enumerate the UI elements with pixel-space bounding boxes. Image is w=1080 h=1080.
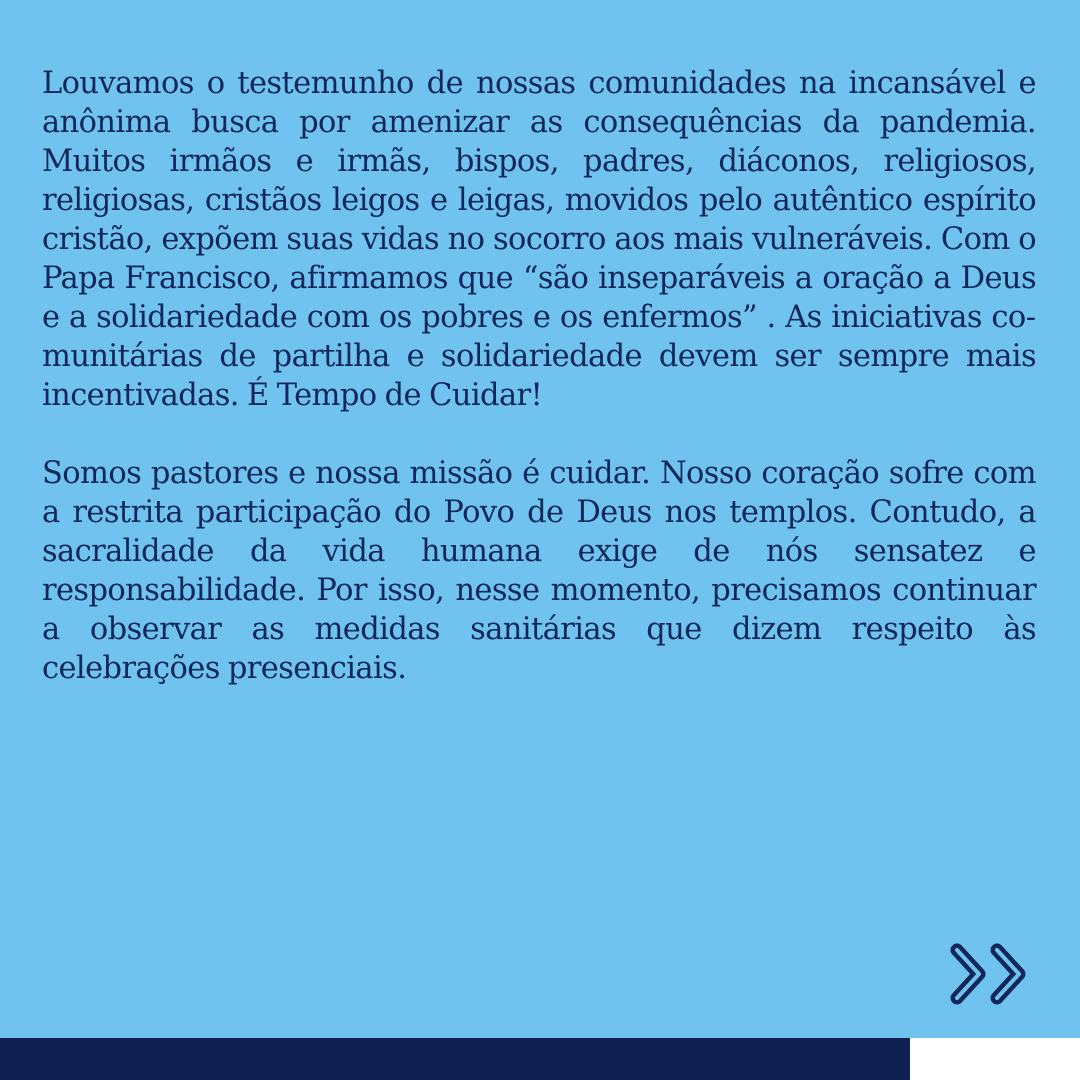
double-chevron-right-icon[interactable]	[948, 936, 1040, 1014]
bottom-bar	[0, 1038, 910, 1080]
bottom-bar-end	[910, 1038, 1080, 1080]
body-text	[42, 64, 1036, 727]
paragraph-1: Louvamos o testemunho de nossas comunidades na incansável e anônima busca por amenizar as consequências da pandemia. Muitos irmãos e irmãs, bispos, padres, diáconos, religiosos, religiosas, cristãos leigos e leigas, movidos pelo autêntico espírito cristão, expõem suas vidas no socorro aos mais vulneráveis. Com o Papa Francisco, afirmamos que “são inseparáveis a oração a Deus e a solidariedade com os pobres e os enfermos” . As iniciativas comunitárias de partilha e solidariedade devem ser sempre mais incentivadas. É Tempo de Cuidar!	[42, 66, 1036, 413]
paragraph-2: Somos pastores e nossa missão é cuidar. Nosso coração sofre com a restrita participação do Povo de Deus nos templos. Contudo, a sacralidade da vida humana exige de nós sensatez e responsabilidade. Por isso, nesse momento, precisamos continuar a observar as medidas sanitárias que dizem respeito às celebrações presenciais.	[42, 456, 1036, 686]
